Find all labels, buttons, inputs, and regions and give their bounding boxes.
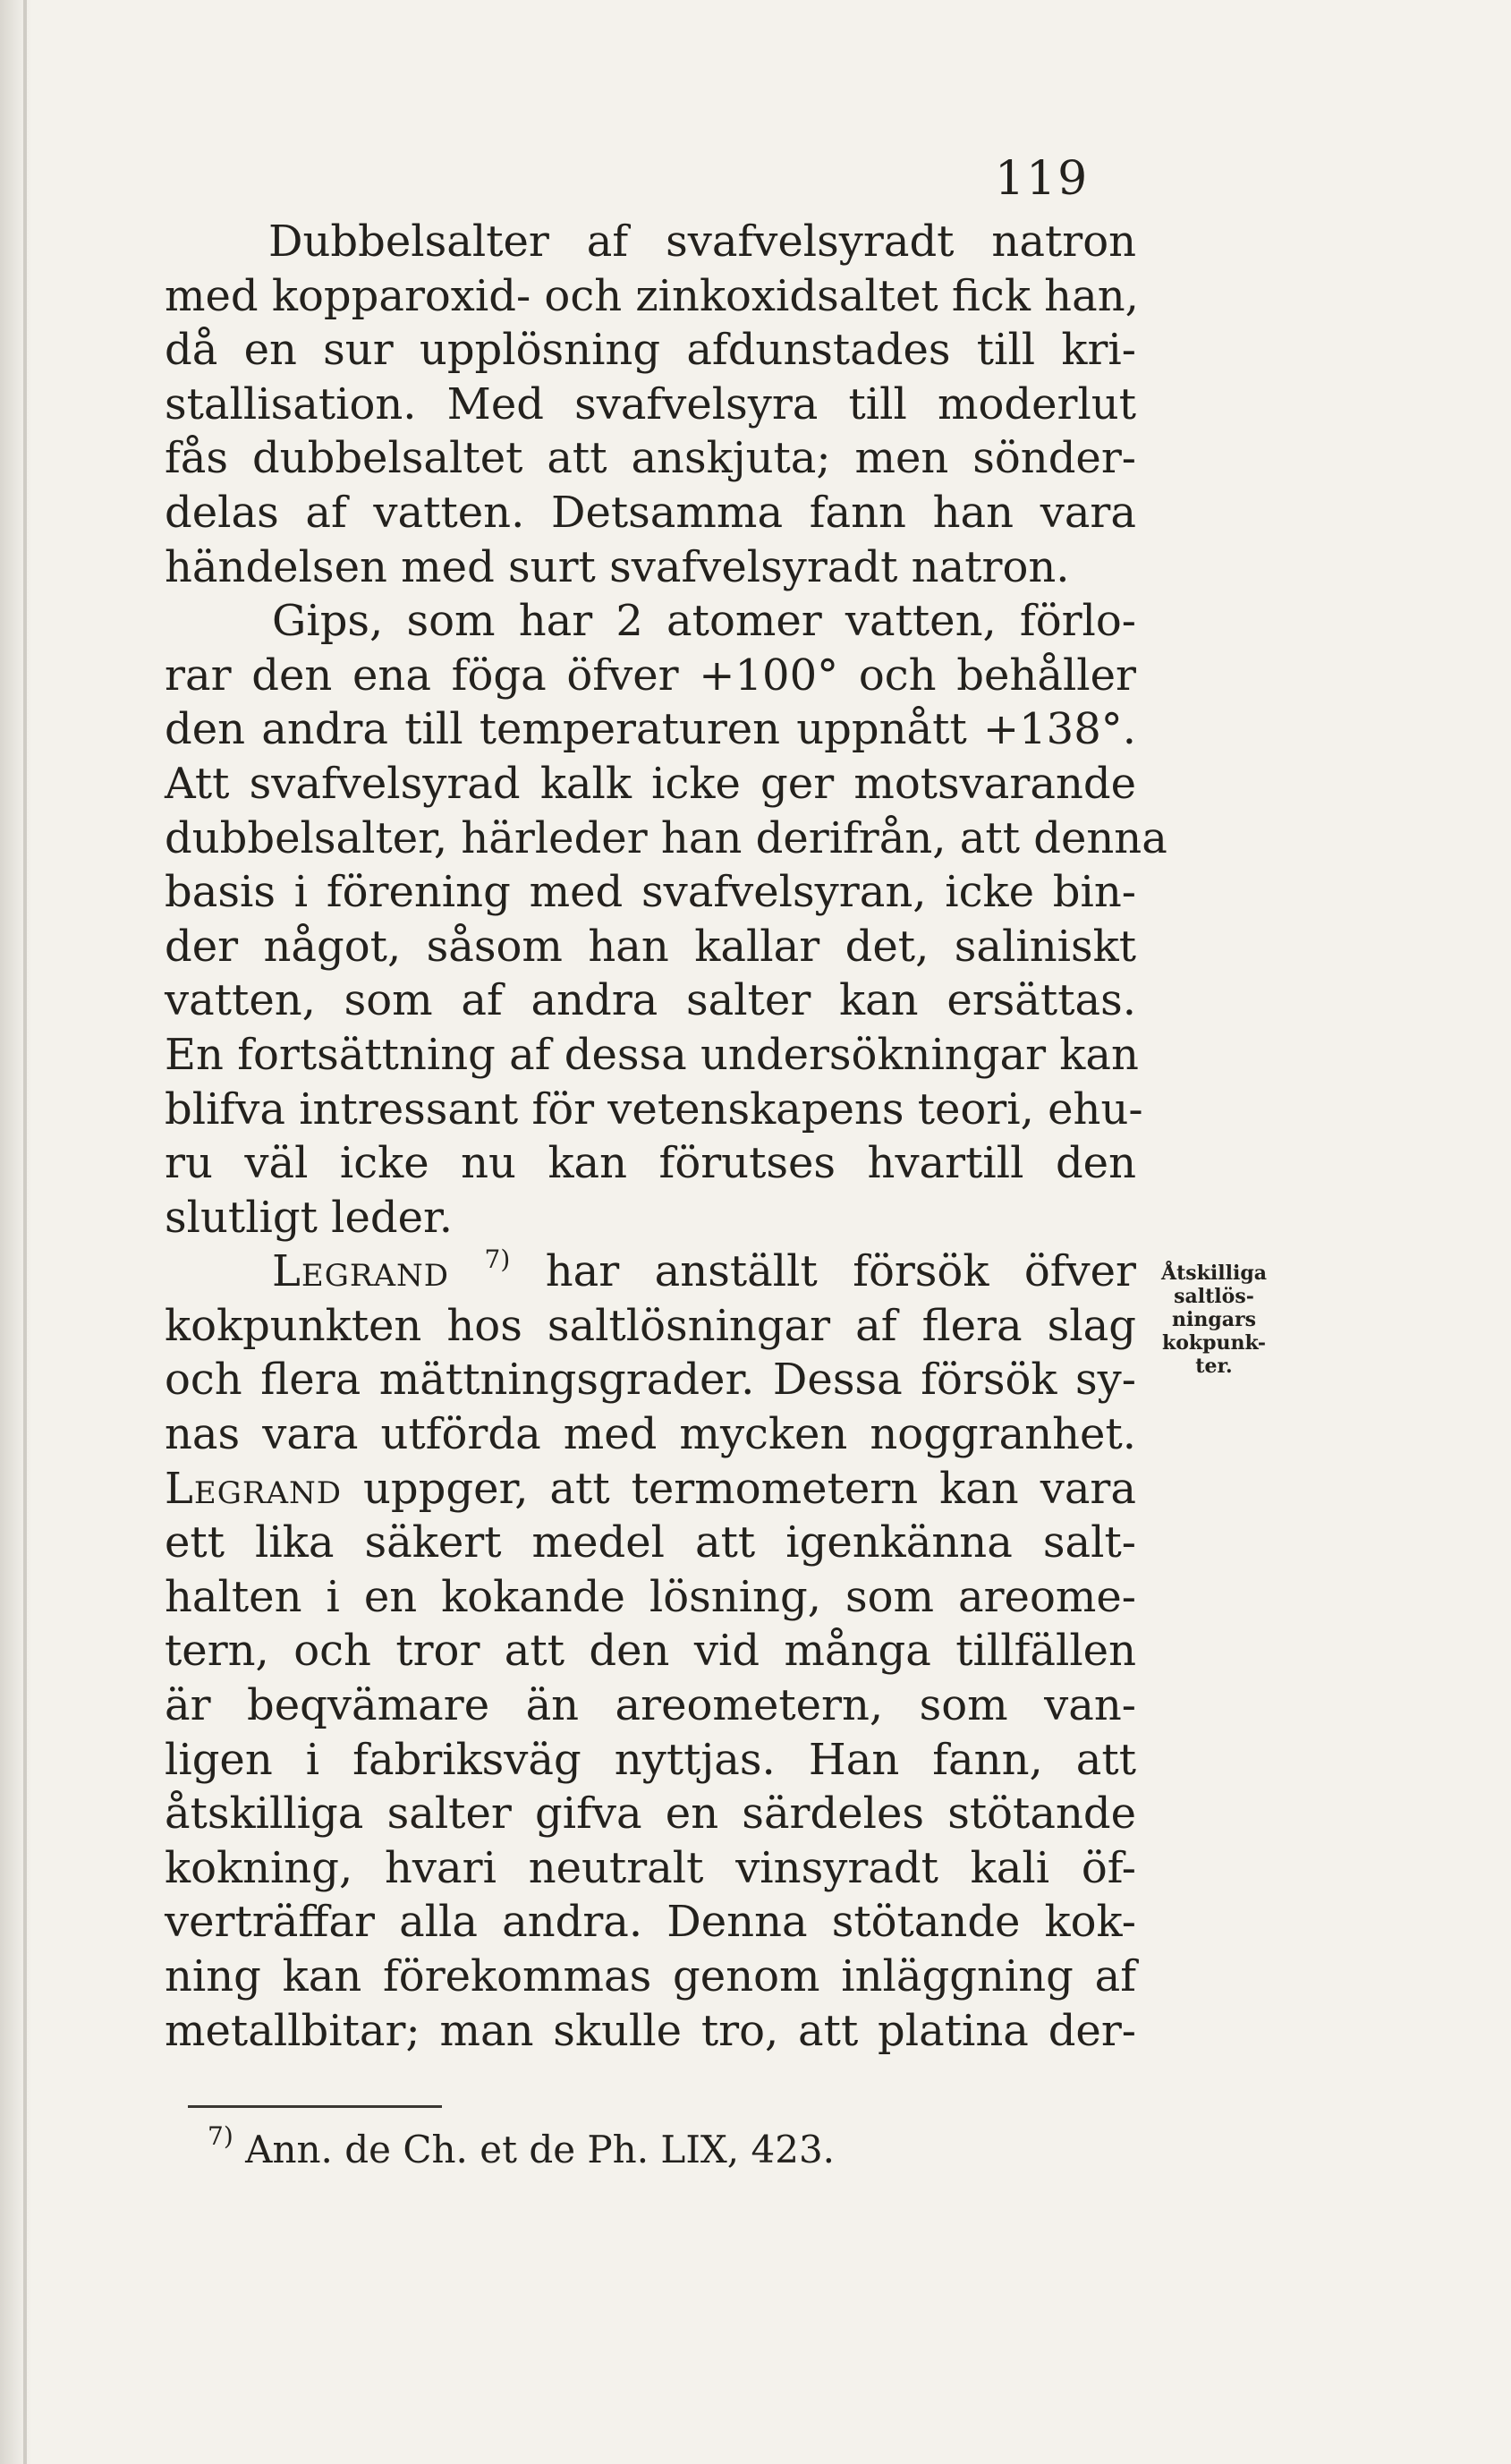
text-line: kokpunkten hos saltlösningar af flera slag xyxy=(165,1300,1136,1351)
body-text xyxy=(165,215,1167,2058)
text-line: der något, såsom han kallar det, saliniskt xyxy=(165,921,1136,972)
footnote-marker: 7) xyxy=(208,2121,233,2151)
text-line: då en sur upplösning afdunstades till kri- xyxy=(165,325,1136,376)
text-line: halten i en kokande lösning, som areome- xyxy=(165,1571,1136,1622)
page-binding-line xyxy=(23,0,27,2464)
text-line: händelsen med surt svafvelsyradt natron. xyxy=(165,541,1070,592)
footnote xyxy=(208,2121,836,2172)
page-number: 119 xyxy=(995,152,1090,206)
text-line xyxy=(165,1245,1136,1299)
text-line: Att svafvelsyrad kalk icke ger motsvarande xyxy=(165,758,1136,809)
text-line: fås dubbelsaltet att anskjuta; men sönder- xyxy=(165,433,1136,484)
text-fragment: uppger, att termometern kan vara xyxy=(363,1463,1136,1514)
text-line: och flera mättningsgrader. Dessa försök sy- xyxy=(165,1355,1136,1406)
text-line: basis i förening med svafvelsyran, icke bin- xyxy=(165,867,1136,918)
text-line: vatten, som af andra salter kan ersättas. xyxy=(165,975,1136,1026)
margin-note-line: Åtskilliga xyxy=(1161,1262,1267,1285)
margin-note-line: ter. xyxy=(1195,1355,1233,1378)
text-line: med kopparoxid- och zinkoxidsaltet fick han, xyxy=(165,270,1139,321)
text-line: verträffar alla andra. Denna stötande kok- xyxy=(165,1897,1136,1948)
text-line: Dubbelsalter af svafvelsyradt natron xyxy=(268,217,1136,267)
text-line: ett lika säkert medel att igenkänna salt- xyxy=(165,1517,1136,1568)
text-line: dubbelsalter, härleder han derifrån, att denna xyxy=(165,812,1167,863)
text-line: delas af vatten. Detsamma fann han vara xyxy=(165,487,1136,538)
text-line: rar den ena föga öfver +100° och behåller xyxy=(165,650,1136,701)
footnote-text: Ann. de Ch. et de Ph. LIX, 423. xyxy=(245,2128,836,2171)
margin-note-line: ningars xyxy=(1172,1308,1256,1331)
text-line: kokning, hvari neutralt vinsyradt kali öf- xyxy=(165,1842,1136,1893)
page-binding-edge xyxy=(0,0,32,2464)
text-line: slutligt leder. xyxy=(165,1192,453,1243)
text-line: den andra till temperaturen uppnått +138°. xyxy=(165,704,1136,755)
text-line: stallisation. Med svafvelsyra till moderlut xyxy=(165,378,1136,429)
margin-note-line: kokpunk- xyxy=(1161,1331,1266,1355)
text-line: metallbitar; man skulle tro, att platina der- xyxy=(165,2005,1136,2056)
author-name: Legrand xyxy=(272,1246,450,1297)
text-line: tern, och tror att den vid många tillfällen xyxy=(165,1626,1136,1677)
text-line: Gips, som har 2 atomer vatten, förlo- xyxy=(272,596,1136,647)
text-line: ning kan förekommas genom inläggning af xyxy=(165,1951,1136,2001)
margin-note xyxy=(1147,1262,1281,1378)
text-line: ligen i fabriksväg nyttjas. Han fann, att xyxy=(165,1734,1136,1785)
text-line: blifva intressant för vetenskapens teori, ehu- xyxy=(165,1083,1143,1134)
text-line: ru väl icke nu kan förutses hvartill den xyxy=(165,1138,1136,1189)
text-fragment: har anställt försök öfver xyxy=(545,1246,1137,1297)
text-line: nas vara utförda med mycken noggranhet. xyxy=(165,1409,1136,1460)
text-line xyxy=(165,1462,1136,1517)
footnote-reference: 7) xyxy=(484,1245,511,1275)
text-line: åtskilliga salter gifva en särdeles stötande xyxy=(165,1789,1136,1840)
footnote-divider xyxy=(188,2105,442,2108)
author-name: Legrand xyxy=(165,1463,343,1514)
margin-note-line: saltlös- xyxy=(1174,1285,1254,1308)
text-line: En fortsättning af dessa undersökningar kan xyxy=(165,1029,1139,1080)
text-line: är beqvämare än areometern, som van- xyxy=(165,1680,1136,1731)
